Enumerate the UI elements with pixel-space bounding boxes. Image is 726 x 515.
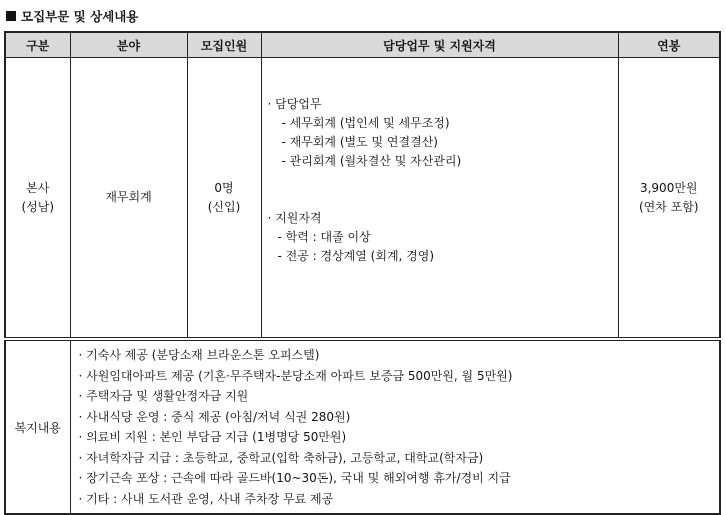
benefit-item: · 사내식당 운영 : 중식 제공 (아침/저녁 식권 280원) [78, 409, 351, 424]
benefit-item: · 장기근속 포상 : 근속에 따라 골드바(10~30돈), 국내 및 해외여행 휴가/경비 지급 [78, 471, 511, 485]
division-cell [5, 58, 70, 340]
benefits-cell [70, 339, 720, 514]
header-field: 분야 [70, 32, 187, 58]
salary-cell [618, 58, 720, 340]
salary-sub: (연차 포함) [638, 199, 699, 214]
duties-cell [261, 58, 618, 340]
benefit-item: · 주택자금 및 생활안정자금 지원 [78, 389, 249, 403]
section-title [6, 7, 138, 25]
benefit-item: · 기숙사 제공 (분당소재 브라운스톤 오피스텔) [78, 348, 320, 362]
duty-item: - 관리회계 (월차결산 및 자산관리) [281, 154, 462, 168]
headcount-cell [187, 58, 261, 340]
section-title-text: 모집부문 및 상세내용 [21, 9, 139, 24]
qual-title: · 지원자격 [267, 211, 322, 225]
salary-text: 3,900만원 [639, 180, 698, 195]
header-duties: 담당업무 및 지원자격 [261, 32, 618, 58]
headcount-text: 0명 [214, 180, 234, 195]
duty-item: - 세무회계 (법인세 및 세무조정) [281, 116, 450, 130]
benefit-item: · 의료비 지원 : 본인 부담금 지급 (1병명당 50만원) [78, 430, 347, 444]
header-salary: 연봉 [618, 32, 720, 58]
field-cell: 재무회계 [70, 58, 187, 340]
table-row [5, 58, 720, 340]
division-sub: (성남) [21, 199, 55, 214]
benefit-item: · 사원임대아파트 제공 (기혼·무주택자-분당소재 아파트 보증금 500만원, 월 5만원) [78, 368, 513, 383]
recruitment-table [4, 31, 721, 515]
header-division: 구분 [5, 32, 70, 58]
benefit-item: · 자녀학자금 지급 : 초등학교, 중학교(입학 축하금), 고등학교, 대학교(학자금) [78, 450, 484, 465]
duty-item: - 재무회계 (별도 및 연결결산) [281, 135, 438, 149]
benefits-row [5, 339, 720, 514]
qual-item: - 학력 : 대졸 이상 [277, 230, 371, 244]
square-bullet-icon [6, 11, 16, 21]
duties-title: · 담당업무 [267, 97, 322, 111]
qual-item: - 전공 : 경상계열 (회계, 경영) [277, 249, 435, 263]
header-row [5, 32, 720, 58]
header-headcount: 모집인원 [187, 32, 261, 58]
headcount-sub: (신입) [207, 199, 241, 214]
benefit-item: · 기타 : 사내 도서관 운영, 사내 주차장 무료 제공 [78, 491, 334, 506]
division-text: 본사 [26, 180, 50, 195]
benefits-label: 복지내용 [5, 339, 70, 514]
